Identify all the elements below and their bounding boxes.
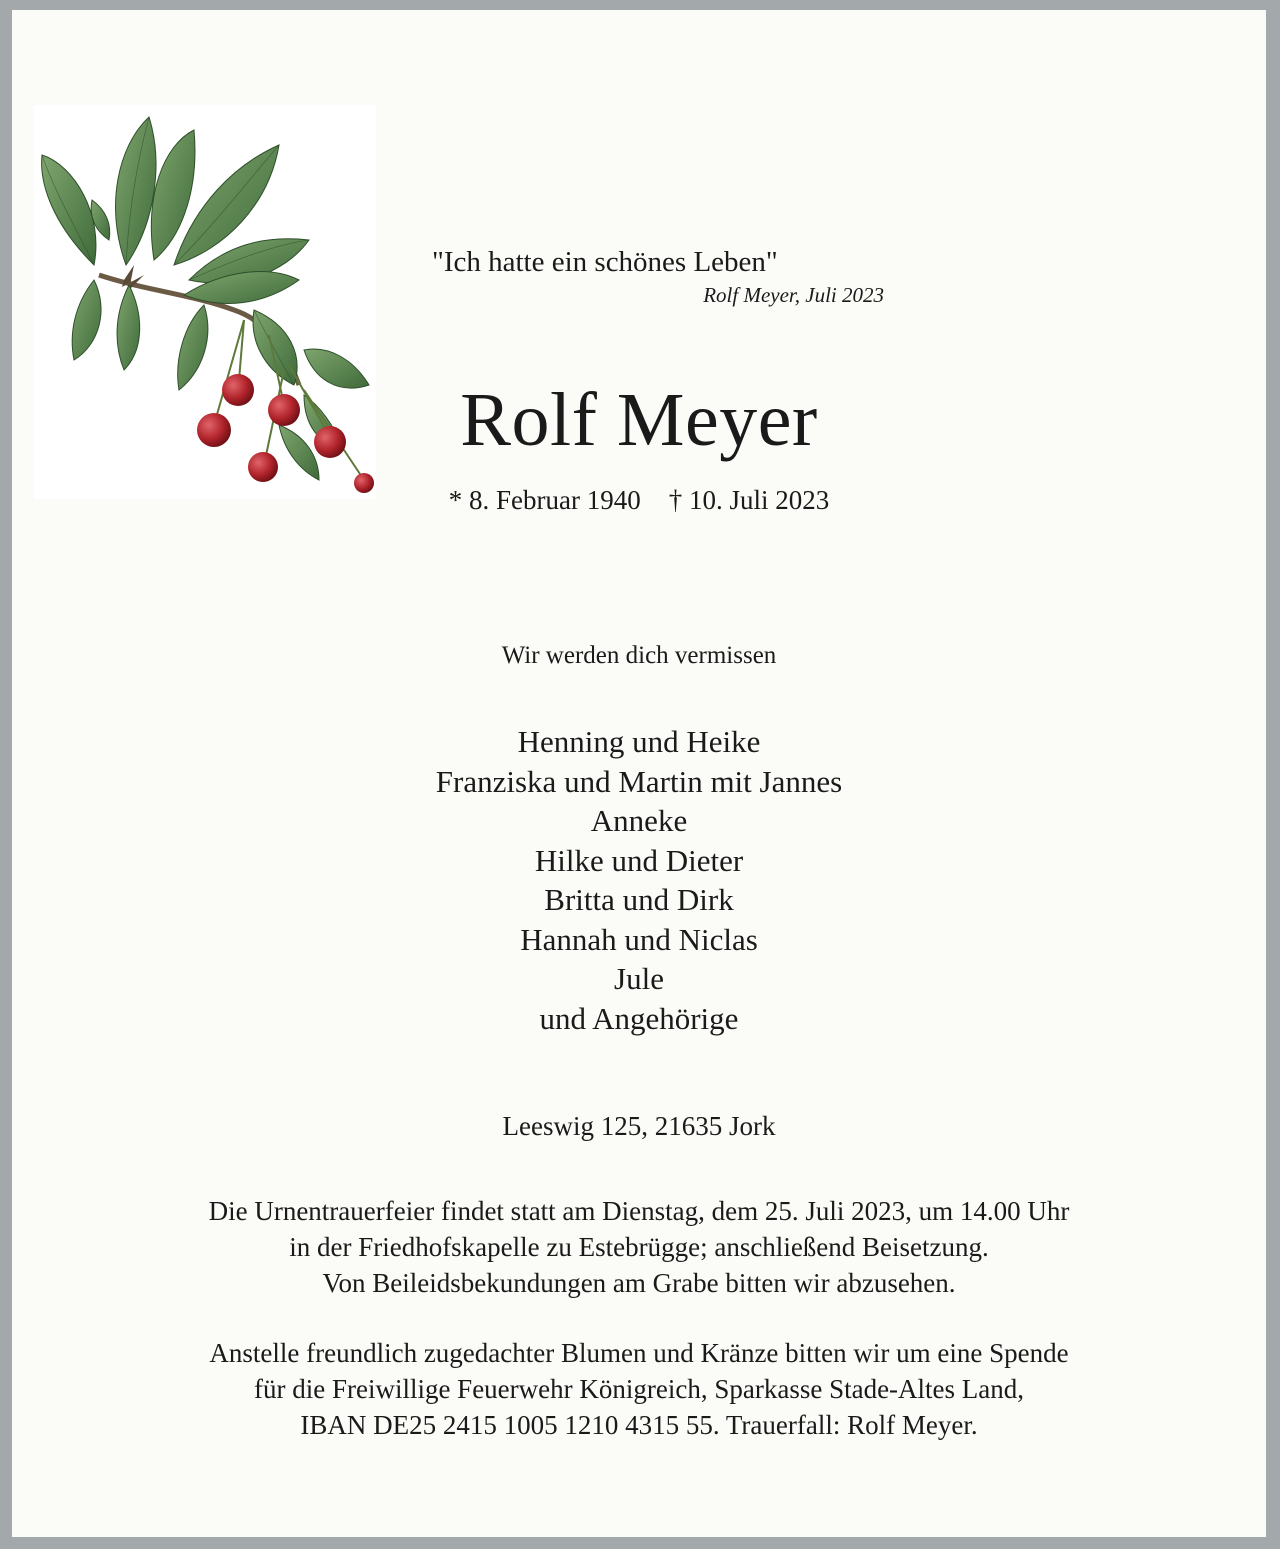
- ceremony-line: in der Friedhofskapelle zu Estebrügge; anschließend Beisetzung.: [289, 1232, 989, 1262]
- mourner-line: Jule: [614, 961, 664, 996]
- donation-line: Anstelle freundlich zugedachter Blumen und Kränze bitten wir um eine Spende: [209, 1338, 1069, 1368]
- mourner-line: und Angehörige: [539, 1000, 739, 1036]
- ceremony-line: Von Beileidsbekundungen am Grabe bitten wir abzusehen.: [322, 1268, 956, 1298]
- mourner-line: Hannah und Niclas: [520, 921, 758, 957]
- death-date: † 10. Juli 2023: [668, 485, 830, 515]
- quote-attribution: Rolf Meyer, Juli 2023: [703, 283, 884, 307]
- address-line: Leeswig 125, 21635 Jork: [502, 1111, 776, 1141]
- deceased-name: Rolf Meyer: [460, 378, 818, 462]
- mourner-line: Hilke und Dieter: [534, 842, 744, 878]
- life-dates: [12, 485, 1266, 516]
- donation-line: für die Freiwillige Feuerwehr Königreich, Sparkasse Stade-Altes Land,: [253, 1374, 1025, 1404]
- ceremony-line: Die Urnentrauerfeier findet statt am Dienstag, dem 25. Juli 2023, um 14.00 Uhr: [208, 1196, 1070, 1226]
- mourner-line: Franziska und Martin mit Jannes: [435, 763, 843, 799]
- mourners-list: [12, 722, 1266, 1038]
- donation-notice: [12, 1335, 1266, 1443]
- ceremony-notice: [12, 1193, 1266, 1301]
- birth-date: * 8. Februar 1940: [448, 485, 641, 515]
- quote-text: "Ich hatte ein schönes Leben": [432, 246, 778, 278]
- farewell-line: Wir werden dich vermissen: [501, 642, 777, 669]
- mourner-line: Henning und Heike: [517, 724, 761, 759]
- donation-line: IBAN DE25 2415 1005 1210 4315 55. Trauerfall: Rolf Meyer.: [300, 1410, 978, 1440]
- obituary-card: [12, 10, 1266, 1537]
- mourner-line: Britta und Dirk: [544, 882, 734, 917]
- mourner-line: Anneke: [590, 803, 688, 838]
